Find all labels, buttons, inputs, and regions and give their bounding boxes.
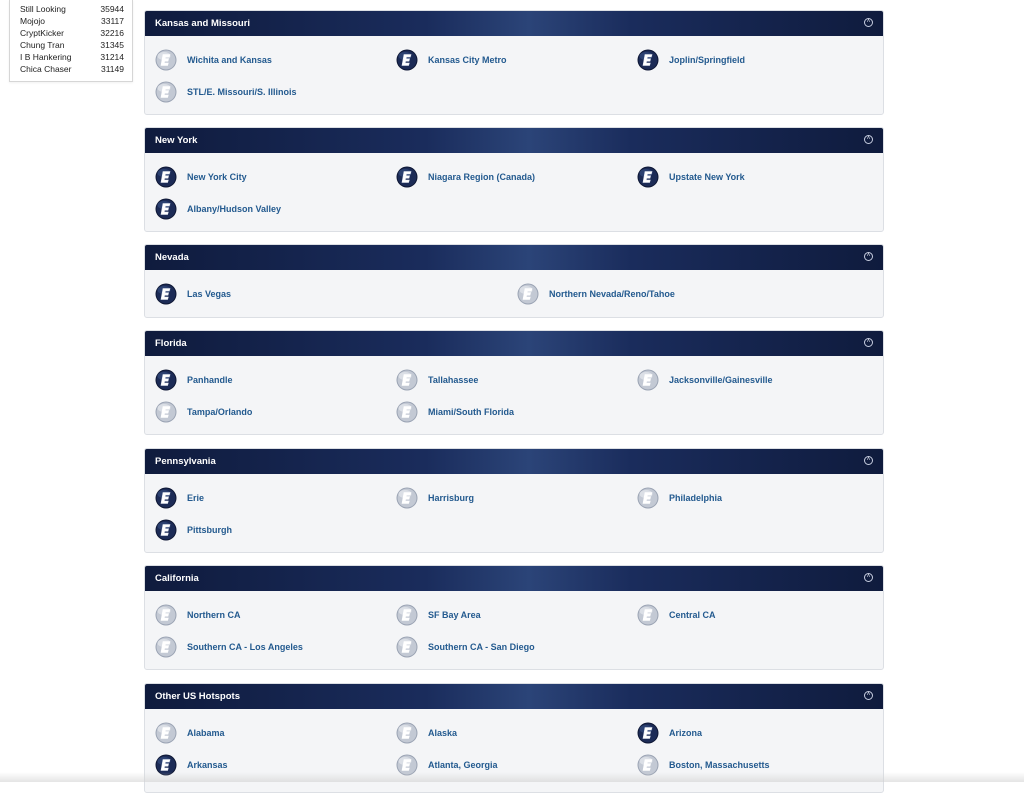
forum-e-icon bbox=[396, 722, 418, 744]
forum-e-icon bbox=[637, 722, 659, 744]
forum-name[interactable]: STL/E. Missouri/S. Illinois bbox=[187, 87, 297, 97]
category-title[interactable]: California bbox=[155, 573, 199, 584]
forum-name[interactable]: Upstate New York bbox=[669, 172, 745, 182]
leaderboard-row bbox=[20, 15, 124, 27]
forum-e-icon bbox=[396, 166, 418, 188]
category-header bbox=[145, 128, 883, 153]
leaderboard-name[interactable]: I B Hankering bbox=[20, 52, 72, 62]
category-title[interactable]: Florida bbox=[155, 338, 187, 349]
forum-name[interactable]: Jacksonville/Gainesville bbox=[669, 375, 773, 385]
category-block bbox=[144, 127, 884, 232]
category-title[interactable]: Other US Hotspots bbox=[155, 691, 240, 702]
forum-e-icon bbox=[155, 519, 177, 541]
forum-name[interactable]: Northern CA bbox=[187, 610, 241, 620]
forum-name[interactable]: Harrisburg bbox=[428, 493, 475, 503]
chevron-up-icon[interactable]: ˄ bbox=[864, 135, 873, 144]
category-header bbox=[145, 331, 883, 356]
forum-e-icon bbox=[637, 166, 659, 188]
forum-e-icon bbox=[155, 604, 177, 626]
chevron-up-icon[interactable]: ˄ bbox=[864, 18, 873, 27]
forum-e-icon bbox=[155, 81, 177, 103]
leaderboard-value: 35944 bbox=[100, 4, 124, 14]
category-header bbox=[145, 566, 883, 591]
forum-e-icon bbox=[155, 369, 177, 391]
leaderboard-value: 33117 bbox=[100, 16, 124, 26]
forum-name[interactable]: SF Bay Area bbox=[428, 610, 481, 620]
category-block bbox=[144, 448, 884, 553]
category-header bbox=[145, 684, 883, 709]
category-title[interactable]: Pennsylvania bbox=[155, 456, 216, 467]
forum-e-icon bbox=[396, 636, 418, 658]
forum-name[interactable]: Erie bbox=[187, 493, 205, 503]
forum-e-icon bbox=[637, 369, 659, 391]
leaderboard-value: 32216 bbox=[100, 28, 124, 38]
forum-e-icon bbox=[155, 401, 177, 423]
leaderboard-value: 31214 bbox=[100, 52, 124, 62]
forum-e-icon bbox=[396, 369, 418, 391]
category-block bbox=[144, 330, 884, 435]
forum-name[interactable]: Northern Nevada/Reno/Tahoe bbox=[549, 289, 675, 299]
forum-name[interactable]: Tampa/Orlando bbox=[187, 407, 253, 417]
forum-name[interactable]: Philadelphia bbox=[669, 493, 723, 503]
category-block bbox=[144, 10, 884, 115]
leaderboard-name[interactable]: CryptKicker bbox=[20, 28, 64, 38]
chevron-up-icon[interactable]: ˄ bbox=[864, 338, 873, 347]
forum-e-icon bbox=[396, 487, 418, 509]
forum-e-icon bbox=[155, 487, 177, 509]
leaderboard-name[interactable]: Chica Chaser bbox=[20, 64, 72, 74]
forum-name[interactable]: Pittsburgh bbox=[187, 525, 232, 535]
forum-e-icon bbox=[517, 283, 539, 305]
forum-name[interactable]: Southern CA - Los Angeles bbox=[187, 642, 303, 652]
forum-e-icon bbox=[155, 283, 177, 305]
forum-e-icon bbox=[637, 49, 659, 71]
forum-e-icon bbox=[396, 49, 418, 71]
category-header bbox=[145, 245, 883, 270]
leaderboard-name[interactable]: Chung Tran bbox=[20, 40, 65, 50]
forum-name[interactable]: Albany/Hudson Valley bbox=[187, 204, 282, 214]
forum-name[interactable]: Southern CA - San Diego bbox=[428, 642, 535, 652]
forum-name[interactable]: Tallahassee bbox=[428, 375, 479, 385]
forum-name[interactable]: Niagara Region (Canada) bbox=[428, 172, 536, 182]
forum-name[interactable]: Atlanta, Georgia bbox=[428, 760, 498, 770]
forum-e-icon bbox=[155, 636, 177, 658]
bottom-fade bbox=[0, 772, 1024, 782]
forum-e-icon bbox=[396, 604, 418, 626]
leaderboard-name[interactable]: Still Looking bbox=[20, 4, 66, 14]
leaderboard-widget bbox=[9, 0, 133, 82]
category-block bbox=[144, 244, 884, 318]
forum-name[interactable]: Central CA bbox=[669, 610, 716, 620]
leaderboard-name[interactable]: Mojojo bbox=[20, 16, 46, 26]
forum-e-icon bbox=[637, 487, 659, 509]
category-header bbox=[145, 449, 883, 474]
forum-name[interactable]: Boston, Massachusetts bbox=[669, 760, 770, 770]
forum-name[interactable]: Las Vegas bbox=[187, 289, 232, 299]
category-title[interactable]: Kansas and Missouri bbox=[155, 18, 251, 29]
forum-e-icon bbox=[155, 166, 177, 188]
chevron-up-icon[interactable]: ˄ bbox=[864, 456, 873, 465]
forum-name[interactable]: Wichita and Kansas bbox=[187, 55, 272, 65]
forum-name[interactable]: Kansas City Metro bbox=[428, 55, 507, 65]
chevron-up-icon[interactable]: ˄ bbox=[864, 252, 873, 261]
forum-e-icon bbox=[396, 401, 418, 423]
forum-e-icon bbox=[155, 198, 177, 220]
leaderboard-row bbox=[20, 27, 124, 39]
forum-name[interactable]: Arkansas bbox=[187, 760, 228, 770]
forum-name[interactable]: Arizona bbox=[669, 728, 703, 738]
forum-name[interactable]: Panhandle bbox=[187, 375, 233, 385]
forum-name[interactable]: Alabama bbox=[187, 728, 225, 738]
forum-e-icon bbox=[637, 604, 659, 626]
category-header bbox=[145, 11, 883, 36]
category-block bbox=[144, 565, 884, 670]
forum-name[interactable]: Joplin/Springfield bbox=[669, 55, 745, 65]
chevron-up-icon[interactable]: ˄ bbox=[864, 573, 873, 582]
leaderboard-value: 31149 bbox=[100, 64, 124, 74]
category-title[interactable]: New York bbox=[155, 135, 198, 146]
leaderboard-row bbox=[20, 63, 124, 75]
forum-name[interactable]: Alaska bbox=[428, 728, 458, 738]
forum-e-icon bbox=[155, 722, 177, 744]
category-title[interactable]: Nevada bbox=[155, 252, 189, 263]
chevron-up-icon[interactable]: ˄ bbox=[864, 691, 873, 700]
forum-name[interactable]: New York City bbox=[187, 172, 247, 182]
forum-e-icon bbox=[155, 49, 177, 71]
leaderboard-row bbox=[20, 3, 124, 15]
forum-name[interactable]: Miami/South Florida bbox=[428, 407, 515, 417]
leaderboard-value: 31345 bbox=[100, 40, 124, 50]
leaderboard-row bbox=[20, 39, 124, 51]
leaderboard-row bbox=[20, 51, 124, 63]
